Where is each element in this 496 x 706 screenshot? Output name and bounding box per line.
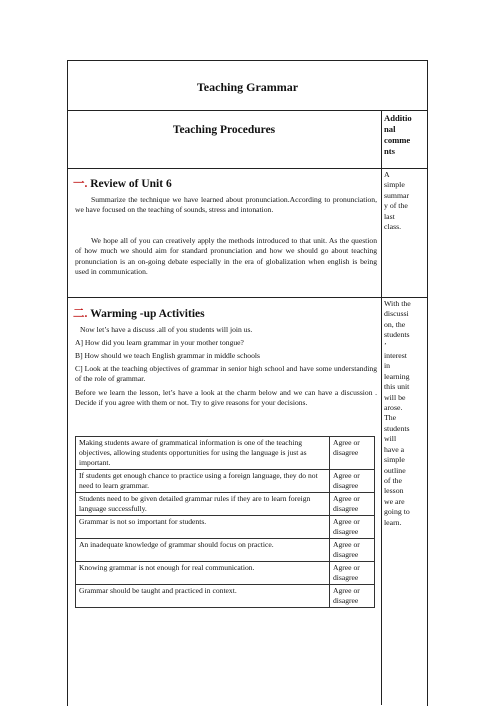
section1-paragraph: Summarize the technique we have learned about pronunciation.According to pronunciation, we have focused on the teaching of sounds, stress and intonation. xyxy=(75,195,377,215)
section2-lead: Before we learn the lesson, let’s have a look at the charm below and we can have a discussion . Decide if you agree with them or not. Try to give reasons for your decisions. xyxy=(75,388,377,408)
table-row xyxy=(76,493,375,516)
section2-item: A] How did you learn grammar in your mother tongue? xyxy=(75,338,244,347)
section1-paragraph: We hope all of you can creatively apply the methods introduced to that unit. As the question of how much we should aim for standard pronunciation and how we should go about teaching pronunciation is an on-going debate especially in the era of globalization when english is being used in communication. xyxy=(75,236,377,277)
section2-item: C] Look at the teaching objectives of grammar in senior high school and have some understanding of the role of grammar. xyxy=(75,364,377,384)
table-row xyxy=(76,470,375,493)
row-divider xyxy=(67,168,428,169)
comment-line: in xyxy=(384,361,391,371)
comment-line: With the xyxy=(384,299,411,308)
row-divider xyxy=(67,297,428,298)
comment-line: simple xyxy=(384,455,405,465)
table-row xyxy=(76,516,375,539)
comment-line: interest xyxy=(384,351,407,361)
comment-line: outline xyxy=(384,465,406,475)
comment-line: students xyxy=(384,330,410,340)
comment-line: learn. xyxy=(384,517,402,527)
section2-intro: Now let’s have a discuss .all of you students will join us. xyxy=(80,325,253,334)
section1-title: Review of Unit 6 xyxy=(90,178,172,190)
section2-title: Warming -up Activities xyxy=(90,308,205,320)
statement-answer: Agree or disagree xyxy=(330,493,375,516)
comment-line: summar xyxy=(384,190,410,200)
comment-line: arose. xyxy=(384,403,403,413)
comment-line: going to xyxy=(384,507,410,517)
statement-text: An inadequate knowledge of grammar should focus on practice. xyxy=(76,539,330,562)
row-divider xyxy=(67,110,428,111)
comment-line: simple xyxy=(384,180,405,190)
statement-answer: Agree or disagree xyxy=(330,585,375,608)
section1-number: 一. xyxy=(73,178,88,190)
section1-heading xyxy=(73,175,172,191)
statement-answer: Agree or disagree xyxy=(330,470,375,493)
column-divider xyxy=(381,110,382,705)
comment-line: on, the xyxy=(384,319,406,329)
comment-line: will xyxy=(384,434,397,444)
table-row xyxy=(76,539,375,562)
comment-line: students xyxy=(384,423,410,433)
comment-line: lesson xyxy=(384,486,404,496)
statement-text: Students need to be given detailed grammar rules if they are to learn foreign language successfully. xyxy=(76,493,330,516)
section2-number: 二. xyxy=(73,308,88,320)
comment-line: learning xyxy=(384,371,410,381)
page-title: Teaching Grammar xyxy=(196,80,299,94)
comment-line: A xyxy=(384,170,390,179)
statement-answer: Agree or disagree xyxy=(330,516,375,539)
statement-text: Grammar is not so important for students. xyxy=(76,516,330,539)
statement-answer: Agree or disagree xyxy=(330,437,375,470)
statement-text: Making students aware of grammatical information is one of the teaching objectives, allowing students opportunities for using the language is just as important. xyxy=(76,437,330,470)
section2-item: B] How should we teach English grammar in middle schools xyxy=(75,351,260,360)
comments-header xyxy=(384,113,426,157)
comment-line: will be xyxy=(384,392,406,402)
comment-line: discussi xyxy=(384,309,409,319)
procedures-header: Teaching Procedures xyxy=(172,124,276,136)
comments-header-line: comme xyxy=(384,135,411,145)
comment-line: class. xyxy=(384,222,402,232)
comment-line: of the xyxy=(384,475,402,485)
statement-answer: Agree or disagree xyxy=(330,539,375,562)
comment-line: ’ xyxy=(384,340,387,350)
comments-header-line: nal xyxy=(384,124,396,134)
comment-line: have a xyxy=(384,444,405,454)
comment-line: y of the xyxy=(384,201,408,211)
section2-heading xyxy=(73,305,205,321)
section2-comment xyxy=(384,299,424,528)
comments-header-line: Additio xyxy=(384,113,412,123)
comment-line: we are xyxy=(384,496,405,506)
statement-text: Knowing grammar is not enough for real communication. xyxy=(76,562,330,585)
statement-text: If students get enough chance to practice using a foreign language, they do not need to learn grammar. xyxy=(76,470,330,493)
section1-comment xyxy=(384,170,424,232)
statements-table xyxy=(75,436,375,608)
comment-line: this unit xyxy=(384,382,410,392)
table-row xyxy=(76,585,375,608)
comments-header-line: nts xyxy=(384,146,395,156)
table-row xyxy=(76,562,375,585)
statement-text: Grammar should be taught and practiced in context. xyxy=(76,585,330,608)
statement-answer: Agree or disagree xyxy=(330,562,375,585)
table-row xyxy=(76,437,375,470)
comment-line: last xyxy=(384,211,395,221)
comment-line: The xyxy=(384,413,397,423)
